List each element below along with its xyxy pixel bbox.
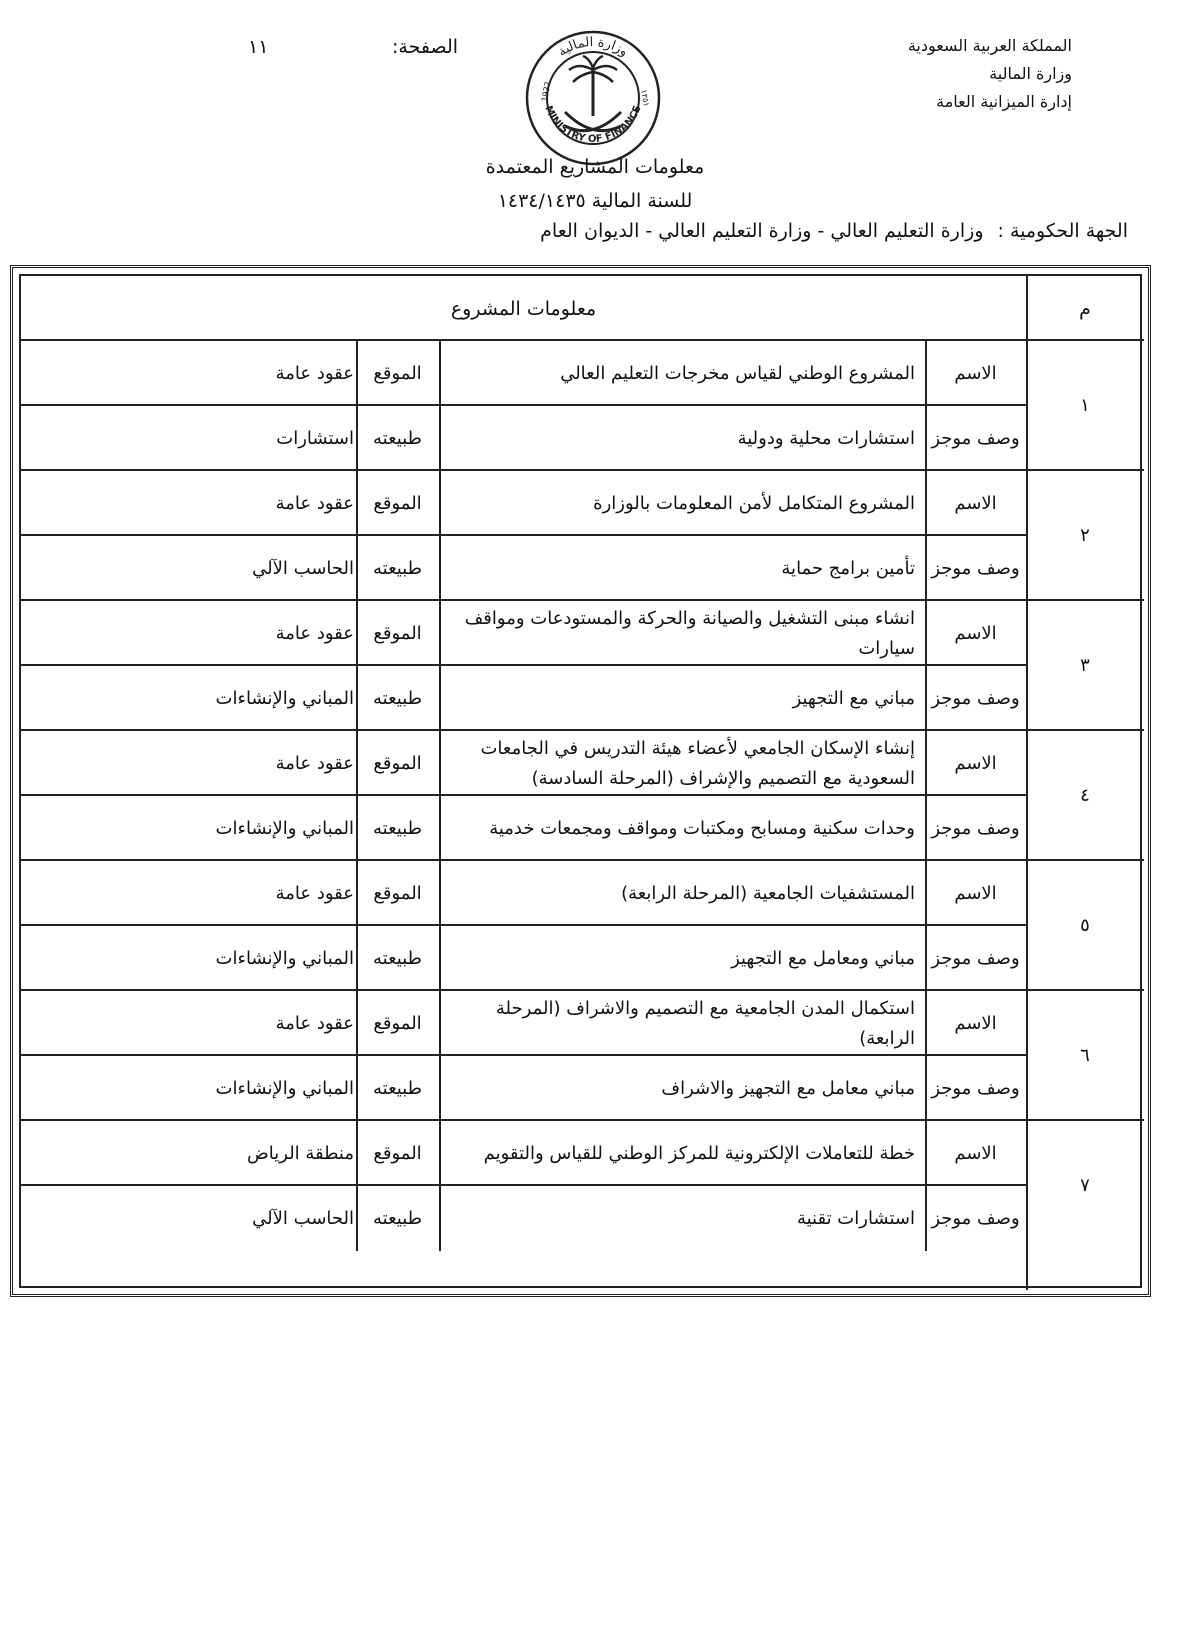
grid-line <box>439 601 441 731</box>
ministry-seal-icon <box>523 28 663 168</box>
department-name: إدارة الميزانية العامة <box>936 92 1072 111</box>
project-nature: استشارات <box>276 427 354 449</box>
location-label: الموقع <box>373 1142 422 1164</box>
desc-label: وصف موجز <box>931 947 1020 969</box>
project-description: مباني ومعامل مع التجهيز <box>731 947 915 969</box>
name-label: الاسم <box>954 752 997 774</box>
grid-line <box>21 534 1026 536</box>
projects-table <box>10 265 1151 1297</box>
grid-line <box>356 601 358 731</box>
nature-label: طبيعته <box>373 1077 422 1099</box>
grid-line <box>925 601 927 731</box>
projects-grid <box>19 274 1142 1288</box>
desc-label: وصف موجز <box>931 817 1020 839</box>
desc-label: وصف موجز <box>931 1207 1020 1229</box>
document-title: معلومات المشاريع المعتمدة <box>485 156 705 178</box>
grid-line <box>439 471 441 601</box>
name-label: الاسم <box>954 882 997 904</box>
project-name: استكمال المدن الجامعية مع التصميم والاشراف (المرحلة الرابعة) <box>495 997 915 1049</box>
grid-line <box>21 404 1026 406</box>
nature-label: طبيعته <box>373 1207 422 1229</box>
grid-line <box>356 861 358 991</box>
grid-line <box>439 861 441 991</box>
project-location: عقود عامة <box>275 622 354 644</box>
grid-line <box>439 341 441 471</box>
grid-line <box>356 991 358 1121</box>
project-nature: الحاسب الآلي <box>252 1207 354 1229</box>
name-label: الاسم <box>954 1142 997 1164</box>
nature-label: طبيعته <box>373 687 422 709</box>
page-number: ١١ <box>248 36 269 58</box>
project-nature: المباني والإنشاءات <box>215 687 354 709</box>
project-description: استشارات تقنية <box>796 1207 915 1229</box>
project-nature: المباني والإنشاءات <box>215 947 354 969</box>
project-name: المستشفيات الجامعية (المرحلة الرابعة) <box>621 882 915 904</box>
grid-line <box>925 1121 927 1251</box>
project-description: استشارات محلية ودولية <box>737 427 915 449</box>
grid-line <box>925 731 927 861</box>
project-description: وحدات سكنية ومسابح ومكتبات ومواقف ومجمعات خدمية <box>489 817 915 839</box>
project-number: ٣ <box>1080 655 1090 676</box>
project-name: إنشاء الإسكان الجامعي لأعضاء هيئة التدريس في الجامعات السعودية مع التصميم والإشراف (المرحلة السادسة) <box>480 737 915 789</box>
grid-line <box>439 731 441 861</box>
grid-line <box>21 1054 1026 1056</box>
ministry-name: وزارة المالية <box>989 64 1072 83</box>
project-name: المشروع الوطني لقياس مخرجات التعليم العالي <box>560 362 915 384</box>
name-label: الاسم <box>954 622 997 644</box>
project-description: تأمين برامج حماية <box>781 557 915 579</box>
gov-entity-value: وزارة التعليم العالي - وزارة التعليم العالي - الديوان العام <box>540 220 984 242</box>
project-number: ٦ <box>1080 1045 1090 1066</box>
location-label: الموقع <box>373 622 422 644</box>
name-label: الاسم <box>954 492 997 514</box>
desc-label: وصف موجز <box>931 557 1020 579</box>
grid-line <box>925 471 927 601</box>
nature-label: طبيعته <box>373 557 422 579</box>
location-label: الموقع <box>373 1012 422 1034</box>
project-number: ٥ <box>1080 915 1090 936</box>
grid-line <box>21 924 1026 926</box>
grid-line <box>356 731 358 861</box>
project-nature: المباني والإنشاءات <box>215 817 354 839</box>
grid-line <box>439 1121 441 1251</box>
grid-line <box>356 341 358 471</box>
location-label: الموقع <box>373 882 422 904</box>
project-nature: الحاسب الآلي <box>252 557 354 579</box>
name-label: الاسم <box>954 1012 997 1034</box>
svg-text:MINISTRY OF FINANCE: MINISTRY OF FINANCE <box>542 104 644 146</box>
project-location: عقود عامة <box>275 1012 354 1034</box>
project-location: عقود عامة <box>275 882 354 904</box>
project-number: ٧ <box>1080 1175 1090 1196</box>
nature-label: طبيعته <box>373 427 422 449</box>
svg-text:١٣٥١: ١٣٥١ <box>639 88 651 108</box>
letterhead <box>908 32 1072 116</box>
document-title-block <box>440 150 750 218</box>
project-description: مباني مع التجهيز <box>792 687 915 709</box>
grid-line <box>356 471 358 601</box>
project-number: ٤ <box>1080 785 1090 806</box>
location-label: الموقع <box>373 362 422 384</box>
location-label: الموقع <box>373 752 422 774</box>
project-location: منطقة الرياض <box>247 1142 354 1164</box>
grid-line <box>925 341 927 471</box>
project-number: ٢ <box>1080 525 1090 546</box>
project-location: عقود عامة <box>275 492 354 514</box>
fiscal-year: للسنة المالية ١٤٣٤/١٤٣٥ <box>497 190 693 212</box>
svg-text:وزارة المالية: وزارة المالية <box>555 34 631 60</box>
project-location: عقود عامة <box>275 362 354 384</box>
location-label: الموقع <box>373 492 422 514</box>
gov-entity-label: الجهة الحكومية : <box>997 220 1128 242</box>
name-label: الاسم <box>954 362 997 384</box>
project-name: خطة للتعاملات الإلكترونية للمركز الوطني للقياس والتقويم <box>483 1142 915 1164</box>
project-name: انشاء مبنى التشغيل والصيانة والحركة والمستودعات ومواقف سيارات <box>464 607 915 659</box>
project-nature: المباني والإنشاءات <box>215 1077 354 1099</box>
desc-label: وصف موجز <box>931 687 1020 709</box>
page-label: الصفحة: <box>392 36 459 58</box>
grid-line <box>356 1121 358 1251</box>
project-name: المشروع المتكامل لأمن المعلومات بالوزارة <box>593 492 915 514</box>
gov-entity-line <box>540 220 1128 242</box>
grid-line <box>21 664 1026 666</box>
project-description: مباني معامل مع التجهيز والاشراف <box>661 1077 915 1099</box>
desc-label: وصف موجز <box>931 1077 1020 1099</box>
nature-label: طبيعته <box>373 817 422 839</box>
grid-line <box>21 1184 1026 1186</box>
grid-line <box>21 794 1026 796</box>
nature-label: طبيعته <box>373 947 422 969</box>
col-header-info: معلومات المشروع <box>450 297 597 320</box>
svg-text:1932: 1932 <box>540 80 553 103</box>
col-header-num: م <box>1079 297 1091 320</box>
project-location: عقود عامة <box>275 752 354 774</box>
grid-line <box>925 861 927 991</box>
desc-label: وصف موجز <box>931 427 1020 449</box>
project-number: ١ <box>1080 395 1090 416</box>
country-name: المملكة العربية السعودية <box>907 36 1072 55</box>
grid-line <box>925 991 927 1121</box>
grid-line <box>439 991 441 1121</box>
